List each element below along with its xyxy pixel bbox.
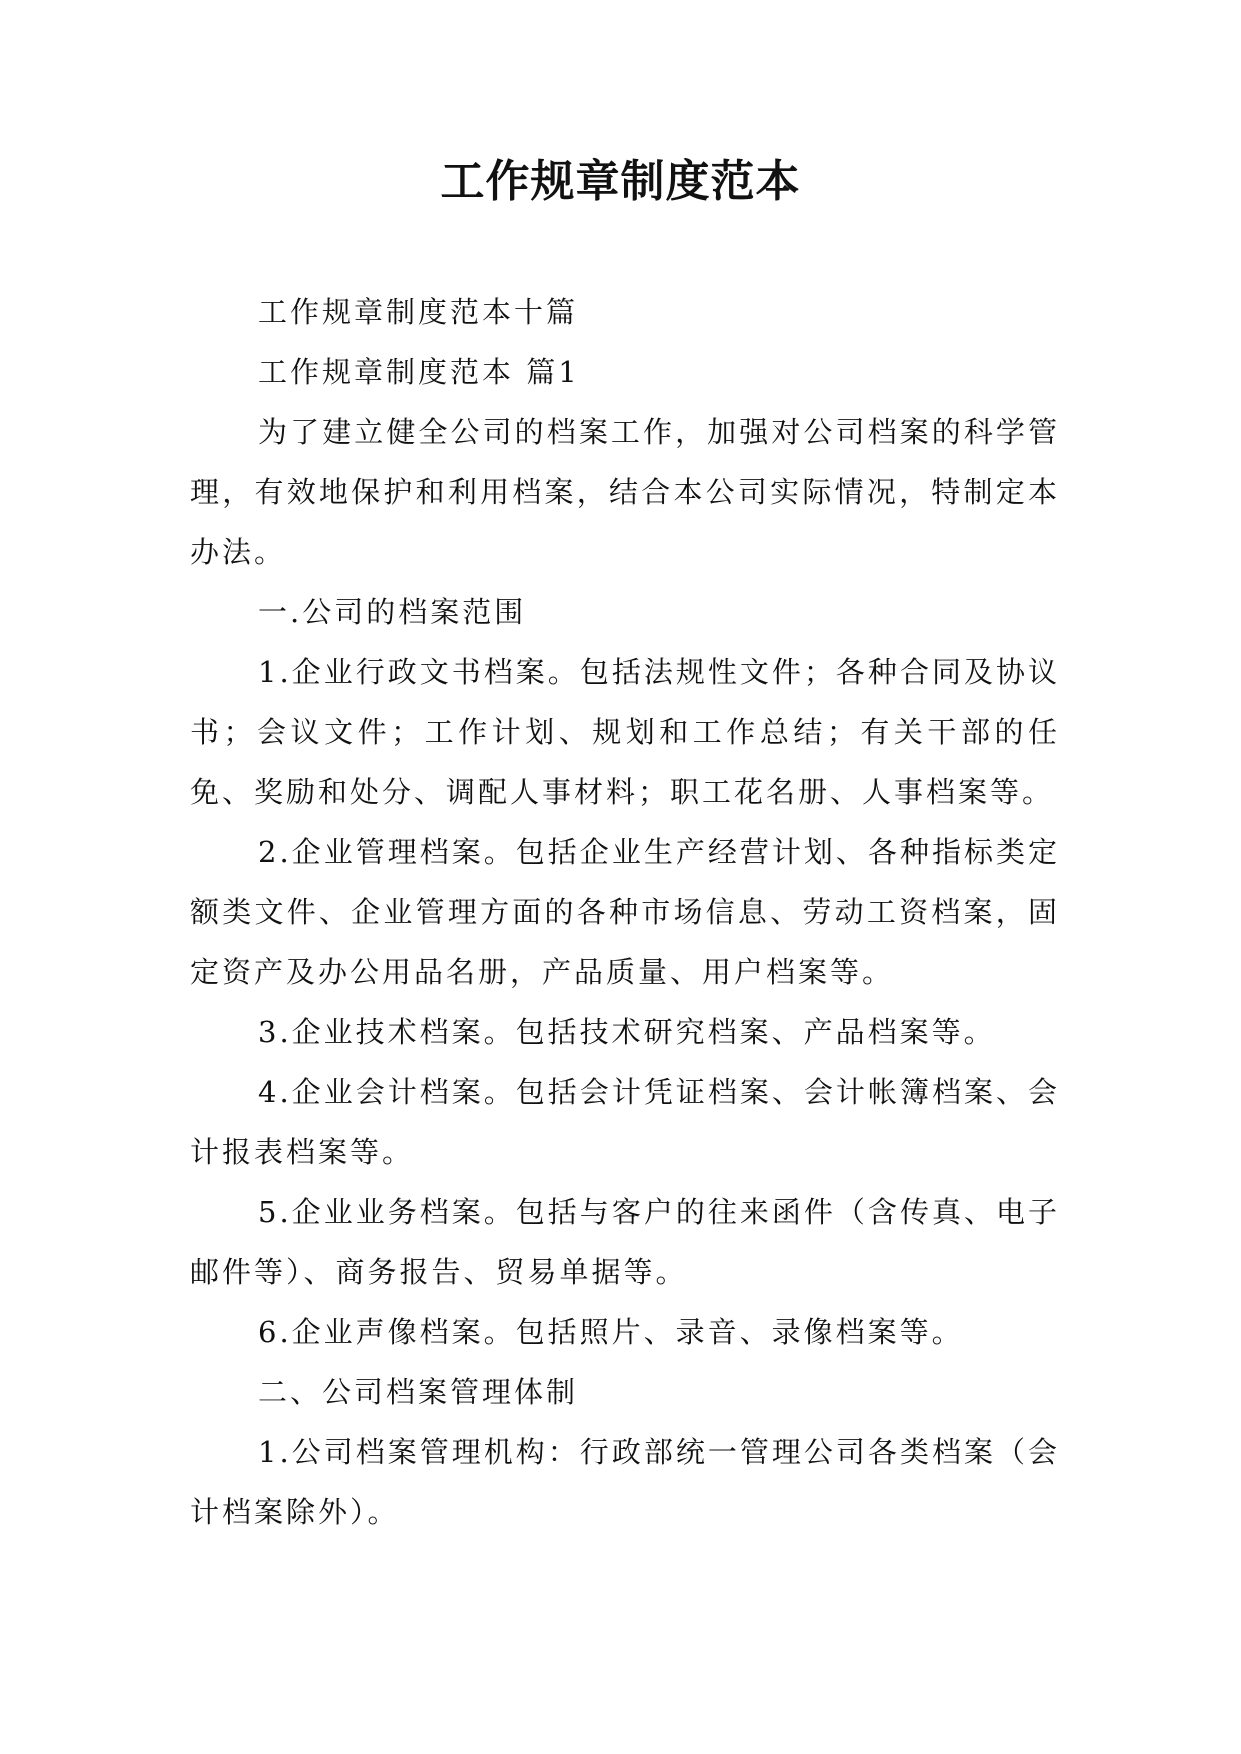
paragraph-subtitle: 工作规章制度范本十篇	[258, 295, 579, 329]
paragraph-heading-scope: 一.公司的档案范围	[258, 595, 527, 629]
paragraph-item-1: 1.企业行政文书档案。包括法规性文件；各种合同及协议书；会议文件；工作计划、规划和工作总结；有关干部的任免、奖励和处分、调配人事材料；职工花名册、人事档案等。	[190, 655, 1060, 809]
paragraph-heading-system: 二、公司档案管理体制	[258, 1375, 579, 1409]
document-body	[190, 282, 1060, 1542]
paragraph-item-6: 6.企业声像档案。包括照片、录音、录像档案等。	[258, 1315, 964, 1349]
document-title: 工作规章制度范本	[440, 156, 801, 207]
paragraph-item-4: 4.企业会计档案。包括会计凭证档案、会计帐簿档案、会计报表档案等。	[190, 1075, 1060, 1169]
paragraph-section-heading: 工作规章制度范本 篇1	[258, 355, 580, 389]
paragraph-item-3: 3.企业技术档案。包括技术研究档案、产品档案等。	[258, 1015, 996, 1049]
paragraph-item-2: 2.企业管理档案。包括企业生产经营计划、各种指标类定额类文件、企业管理方面的各种市场信息、劳动工资档案，固定资产及办公用品名册，产品质量、用户档案等。	[190, 835, 1060, 989]
paragraph-system-item-1: 1.公司档案管理机构：行政部统一管理公司各类档案（会计档案除外）。	[190, 1435, 1060, 1529]
paragraph-item-5: 5.企业业务档案。包括与客户的往来函件（含传真、电子邮件等）、商务报告、贸易单据等。	[190, 1195, 1060, 1289]
paragraph-intro: 为了建立健全公司的档案工作，加强对公司档案的科学管理，有效地保护和利用档案，结合本公司实际情况，特制定本办法。	[190, 415, 1060, 569]
